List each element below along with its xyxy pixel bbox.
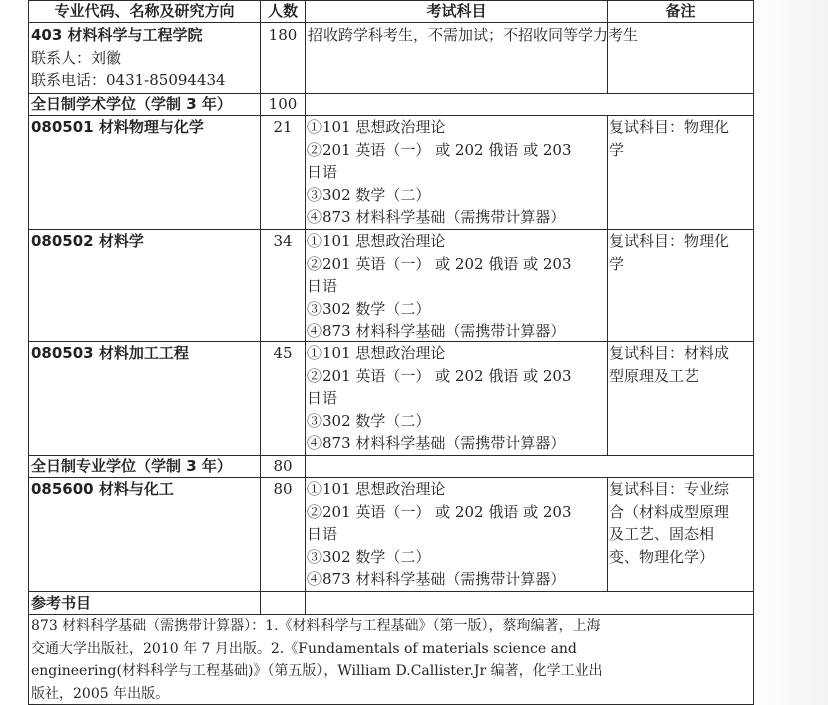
header-exam: 考试科目 (426, 2, 487, 20)
exam-line: ③302 数学（二） (307, 547, 431, 566)
rule (28, 0, 29, 705)
college-phone: 联系电话：0431-85094434 (31, 71, 226, 89)
major-note (609, 342, 752, 387)
section-academic-title: 全日制学术学位（学制 3 年） (31, 95, 232, 113)
major-count: 80 (273, 480, 293, 498)
exam-line: 日语 (307, 389, 338, 407)
rule (753, 0, 754, 705)
exam-line: ②201 英语（一） 或 202 俄语 或 203 (307, 254, 572, 273)
exam-line: ①101 思想政治理论 (307, 118, 446, 136)
major-exams (307, 478, 607, 591)
header-note: 备注 (665, 2, 696, 20)
note-line: 合（材料成型原理 (609, 502, 730, 521)
section-academic-count: 100 (268, 95, 298, 113)
exam-line: ④873 材料科学基础（需携带计算器） (307, 322, 566, 340)
exam-line: ①101 思想政治理论 (307, 480, 446, 498)
note-line: 学 (609, 254, 625, 273)
college-title: 403 材料科学与工程学院 (31, 26, 203, 44)
major-code-name: 085600 材料与化工 (31, 480, 174, 498)
note-line: 学 (609, 140, 625, 159)
note-line: 复试科目：专业综 (609, 480, 730, 498)
rule (607, 477, 608, 592)
exam-line: 日语 (307, 277, 338, 295)
exam-line: ③302 数学（二） (307, 411, 431, 430)
reference-line: engineering(材料科学与工程基础)》（第五版），William D.Callister.Jr 编著，化学工业出 (31, 663, 603, 679)
note-line: 及工艺、固态相 (609, 525, 715, 543)
page-edge-shadow (756, 0, 828, 705)
exam-line: 日语 (307, 525, 338, 543)
major-exams (307, 116, 607, 229)
major-count: 45 (273, 344, 293, 362)
rule (607, 115, 608, 456)
references-text (31, 615, 751, 705)
exam-line: ④873 材料科学基础（需携带计算器） (307, 570, 566, 588)
major-note (609, 116, 752, 161)
note-line: 复试科目：物理化 (609, 232, 730, 250)
major-exams (307, 342, 607, 455)
header-major: 专业代码、名称及研究方向 (54, 2, 235, 20)
exam-line: ①101 思想政治理论 (307, 232, 446, 250)
reference-line: 交通大学出版社，2010 年 7 月出版。2.《Fundamentals of materials science and (31, 640, 577, 657)
exam-line: ③302 数学（二） (307, 299, 431, 318)
exam-line: ①101 思想政治理论 (307, 344, 446, 362)
rule (305, 0, 306, 614)
major-code-name: 080502 材料学 (31, 232, 144, 250)
reference-line: 版社，2005 年出版。 (31, 685, 170, 702)
major-exams (307, 230, 607, 343)
references-title: 参考书目 (31, 594, 92, 612)
college-note: 招收跨学科考生，不需加试；不招收同等学力考生 (308, 26, 639, 44)
major-note (609, 478, 752, 568)
major-code-name: 080503 材料加工工程 (31, 344, 189, 362)
section-professional-count: 80 (273, 457, 293, 475)
exam-line: ④873 材料科学基础（需携带计算器） (307, 434, 566, 452)
major-code-name: 080501 材料物理与化学 (31, 118, 204, 136)
college-contact: 联系人：刘徽 (31, 48, 122, 67)
college-count: 180 (268, 26, 298, 44)
exam-line: ④873 材料科学基础（需携带计算器） (307, 208, 566, 226)
note-line: 复试科目：材料成 (609, 344, 730, 362)
major-count: 34 (273, 232, 293, 250)
exam-line: ②201 英语（一） 或 202 俄语 或 203 (307, 366, 572, 385)
exam-line: ③302 数学（二） (307, 185, 431, 204)
reference-line: 873 材料科学基础（需携带计算器）：1.《材料科学与工程基础》（第一版），蔡珣编著，上海 (31, 618, 601, 634)
exam-line: 日语 (307, 163, 338, 181)
note-line: 型原理及工艺 (609, 366, 700, 385)
section-professional-title: 全日制专业学位（学制 3 年） (31, 457, 232, 475)
exam-line: ②201 英语（一） 或 202 俄语 或 203 (307, 502, 572, 521)
college-info (31, 24, 259, 92)
major-count: 21 (273, 118, 293, 136)
note-line: 变、物理化学） (609, 547, 715, 566)
exam-line: ②201 英语（一） 或 202 俄语 或 203 (307, 140, 572, 159)
note-line: 复试科目：物理化 (609, 118, 730, 136)
major-note (609, 230, 752, 275)
header-count: 人数 (267, 2, 298, 20)
